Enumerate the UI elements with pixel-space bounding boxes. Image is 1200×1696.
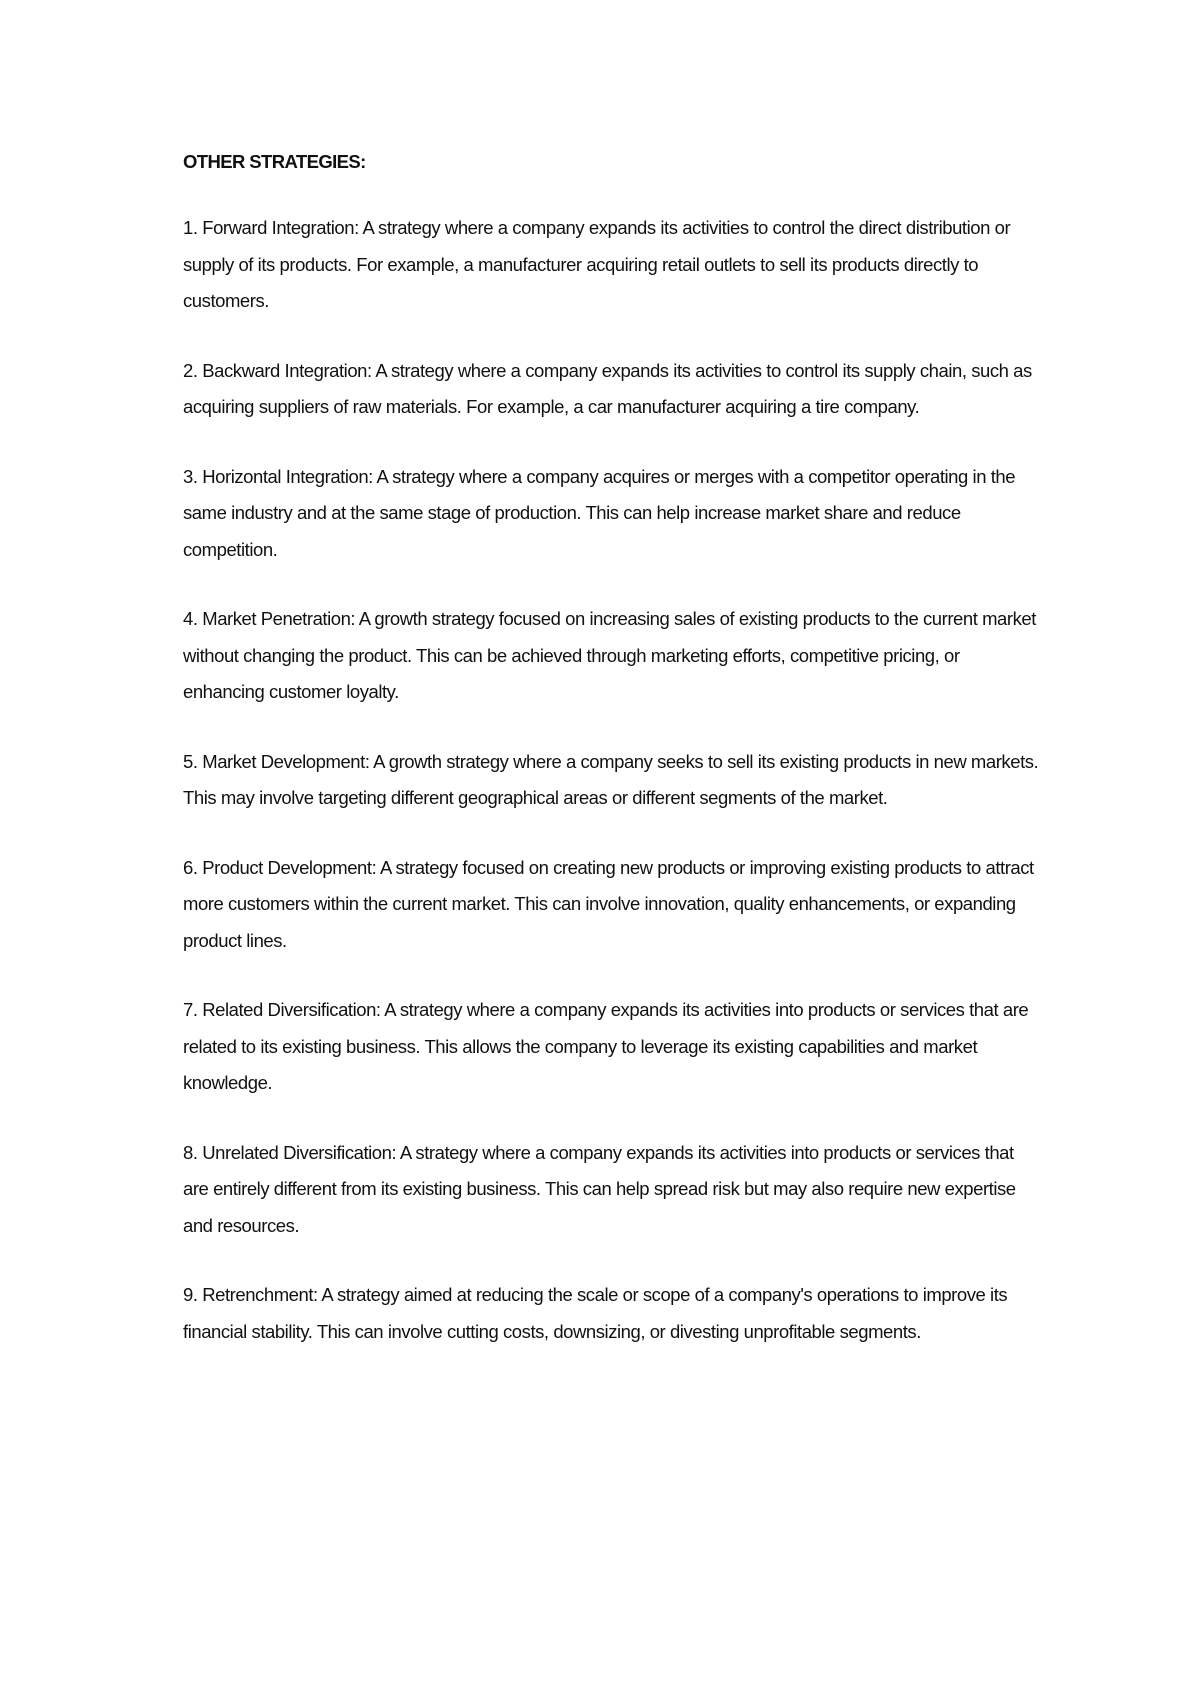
strategy-item xyxy=(183,1135,1043,1245)
strategy-item xyxy=(183,601,1043,711)
strategy-number: 7. xyxy=(183,999,198,1020)
strategy-item xyxy=(183,210,1043,320)
document-body xyxy=(183,150,1043,1350)
strategy-number: 6. xyxy=(183,856,198,878)
strategy-item xyxy=(183,850,1043,960)
strategy-list xyxy=(183,210,1043,1350)
strategy-text: Market Penetration: A growth strategy focused on increasing sales of existing products to the current market without changing the product. This can be achieved through marketing efforts, competitive pricing, or enhancing customer loyalty. xyxy=(183,608,1036,702)
strategy-text: Horizontal Integration: A strategy where a company acquires or merges with a competitor operating in the same industry and at the same stage of production. This can help increase market share and reduce competition. xyxy=(183,465,1016,560)
strategy-text: Market Development: A growth strategy where a company seeks to sell its existing products in new markets. This may involve targeting different geographical areas or different segments of the market. xyxy=(183,750,1039,808)
strategy-number: 9. xyxy=(183,1284,198,1305)
strategy-text: Retrenchment: A strategy aimed at reducing the scale or scope of a company's operations to improve its financial stability. This can involve cutting costs, downsizing, or divesting unprofitable segments. xyxy=(183,1284,1008,1342)
strategy-number: 1. xyxy=(183,217,198,238)
strategy-text: Forward Integration: A strategy where a company expands its activities to control the direct distribution or supply of its products. For example, a manufacturer acquiring retail outlets to sell its products directly to customers. xyxy=(183,217,1011,311)
strategy-number: 8. xyxy=(183,1141,198,1163)
strategy-text: Backward Integration: A strategy where a company expands its activities to control its supply chain, such as acquiring suppliers of raw materials. For example, a car manufacturer acquiring a tire company. xyxy=(183,359,1032,417)
strategy-number: 5. xyxy=(183,750,198,772)
strategy-text: Product Development: A strategy focused on creating new products or improving existing products to attract more customers within the current market. This can involve innovation, quality enhancements, or expanding product lines. xyxy=(183,856,1034,951)
strategy-number: 3. xyxy=(183,465,198,487)
strategy-item xyxy=(183,992,1043,1102)
strategy-item xyxy=(183,353,1043,426)
document-heading: OTHER STRATEGIES: xyxy=(183,151,366,172)
strategy-item xyxy=(183,1277,1043,1350)
strategy-number: 4. xyxy=(183,608,198,629)
strategy-number: 2. xyxy=(183,359,198,381)
strategy-text: Unrelated Diversification: A strategy where a company expands its activities into products or services that are entirely different from its existing business. This can help spread risk but may also require new expertise and resources. xyxy=(183,1141,1016,1236)
strategy-item xyxy=(183,744,1043,817)
strategy-item xyxy=(183,459,1043,569)
strategy-text: Related Diversification: A strategy where a company expands its activities into products or services that are related to its existing business. This allows the company to leverage its existing capabilities and market knowledge. xyxy=(183,999,1029,1093)
